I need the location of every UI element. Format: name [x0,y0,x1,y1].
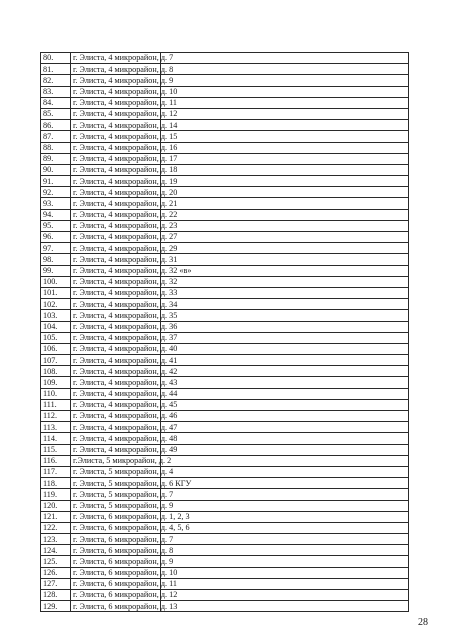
row-empty-cell [161,332,409,343]
row-empty-cell [161,187,409,198]
row-number: 115. [41,444,71,455]
row-empty-cell [161,433,409,444]
row-empty-cell [161,287,409,298]
row-empty-cell [161,64,409,75]
table-row [41,108,409,119]
row-address: г. Элиста, 4 микрорайон, д. 27 [71,232,161,243]
row-empty-cell [161,153,409,164]
row-number: 81. [41,64,71,75]
row-empty-cell [161,366,409,377]
row-address: г. Элиста, 5 микрорайон, д. 7 [71,489,161,500]
row-number: 86. [41,120,71,131]
row-number: 99. [41,265,71,276]
row-number: 129. [41,601,71,612]
table-row [41,198,409,209]
row-number: 85. [41,108,71,119]
row-empty-cell [161,511,409,522]
row-empty-cell [161,399,409,410]
row-empty-cell [161,220,409,231]
table-row [41,276,409,287]
row-empty-cell [161,466,409,477]
row-empty-cell [161,355,409,366]
row-address: г. Элиста, 4 микрорайон, д. 11 [71,97,161,108]
table-row [41,399,409,410]
row-empty-cell [161,478,409,489]
row-number: 101. [41,287,71,298]
row-address: г. Элиста, 6 микрорайон, д. 7 [71,534,161,545]
row-empty-cell [161,590,409,601]
row-number: 82. [41,75,71,86]
row-number: 91. [41,176,71,187]
row-address: г. Элиста, 4 микрорайон, д. 8 [71,64,161,75]
row-address: г. Элиста, 4 микрорайон, д. 21 [71,198,161,209]
table-row [41,187,409,198]
row-address: г. Элиста, 4 микрорайон, д. 48 [71,433,161,444]
row-address: г. Элиста, 4 микрорайон, д. 7 [71,53,161,64]
row-empty-cell [161,377,409,388]
row-address: г. Элиста, 4 микрорайон, д. 45 [71,399,161,410]
row-address: г. Элиста, 4 микрорайон, д. 40 [71,343,161,354]
row-empty-cell [161,500,409,511]
row-empty-cell [161,522,409,533]
table-row [41,321,409,332]
table-row [41,590,409,601]
row-number: 117. [41,466,71,477]
table-row [41,64,409,75]
table-row [41,522,409,533]
row-number: 90. [41,164,71,175]
row-number: 98. [41,254,71,265]
row-empty-cell [161,243,409,254]
row-address: г. Элиста, 4 микрорайон, д. 33 [71,287,161,298]
row-address: г. Элиста, 4 микрорайон, д. 36 [71,321,161,332]
row-empty-cell [161,321,409,332]
page-number: 28 [418,617,428,628]
table-row [41,131,409,142]
row-number: 126. [41,567,71,578]
row-empty-cell [161,198,409,209]
row-address: г. Элиста, 4 микрорайон, д. 31 [71,254,161,265]
table-row [41,366,409,377]
row-number: 128. [41,590,71,601]
row-address: г. Элиста, 6 микрорайон, д. 10 [71,567,161,578]
table-row [41,209,409,220]
row-number: 111. [41,399,71,410]
row-empty-cell [161,142,409,153]
row-number: 104. [41,321,71,332]
row-number: 121. [41,511,71,522]
table-row [41,511,409,522]
table-row [41,578,409,589]
table-row [41,164,409,175]
row-number: 114. [41,433,71,444]
row-number: 87. [41,131,71,142]
row-address: г. Элиста, 4 микрорайон, д. 49 [71,444,161,455]
row-address: г. Элиста, 5 микрорайон, д. 6 КГУ [71,478,161,489]
table-row [41,299,409,310]
table-row [41,455,409,466]
row-number: 113. [41,422,71,433]
table-row [41,310,409,321]
row-empty-cell [161,411,409,422]
table-row [41,355,409,366]
table-row [41,444,409,455]
row-address: г. Элиста, 4 микрорайон, д. 17 [71,153,161,164]
table-row [41,75,409,86]
table-row [41,265,409,276]
row-empty-cell [161,545,409,556]
table-row [41,97,409,108]
row-address: г. Элиста, 6 микрорайон, д. 13 [71,601,161,612]
table-row [41,153,409,164]
row-address: г. Элиста, 4 микрорайон, д. 14 [71,120,161,131]
table-row [41,411,409,422]
row-empty-cell [161,108,409,119]
row-number: 97. [41,243,71,254]
row-address: г. Элиста, 4 микрорайон, д. 10 [71,86,161,97]
row-address: г. Элиста, 4 микрорайон, д. 46 [71,411,161,422]
row-empty-cell [161,164,409,175]
row-number: 122. [41,522,71,533]
row-empty-cell [161,388,409,399]
row-empty-cell [161,578,409,589]
row-number: 83. [41,86,71,97]
row-number: 119. [41,489,71,500]
row-address: г. Элиста, 6 микрорайон, д. 1, 2, 3 [71,511,161,522]
row-number: 96. [41,232,71,243]
row-address: г. Элиста, 4 микрорайон, д. 18 [71,164,161,175]
row-number: 116. [41,455,71,466]
row-address: г. Элиста, 4 микрорайон, д. 34 [71,299,161,310]
row-empty-cell [161,310,409,321]
row-empty-cell [161,276,409,287]
row-number: 93. [41,198,71,209]
table-row [41,433,409,444]
table-row [41,478,409,489]
row-address: г. Элиста, 4 микрорайон, д. 42 [71,366,161,377]
table-row [41,534,409,545]
row-address: г. Элиста, 4 микрорайон, д. 44 [71,388,161,399]
row-number: 125. [41,556,71,567]
row-empty-cell [161,53,409,64]
row-address: г.Элиста, 5 микрорайон, д. 2 [71,455,161,466]
row-number: 80. [41,53,71,64]
row-empty-cell [161,176,409,187]
row-empty-cell [161,444,409,455]
row-number: 92. [41,187,71,198]
row-empty-cell [161,75,409,86]
table-row [41,567,409,578]
row-number: 88. [41,142,71,153]
table-row [41,232,409,243]
row-address: г. Элиста, 4 микрорайон, д. 15 [71,131,161,142]
row-empty-cell [161,254,409,265]
row-empty-cell [161,299,409,310]
row-empty-cell [161,131,409,142]
table-row [41,176,409,187]
row-number: 95. [41,220,71,231]
row-number: 105. [41,332,71,343]
row-number: 127. [41,578,71,589]
table-row [41,142,409,153]
address-table-body [41,53,409,612]
row-empty-cell [161,97,409,108]
row-address: г. Элиста, 4 микрорайон, д. 35 [71,310,161,321]
row-number: 103. [41,310,71,321]
table-row [41,343,409,354]
table-row [41,466,409,477]
row-address: г. Элиста, 4 микрорайон, д. 12 [71,108,161,119]
row-number: 108. [41,366,71,377]
row-address: г. Элиста, 4 микрорайон, д. 16 [71,142,161,153]
row-empty-cell [161,120,409,131]
table-row [41,243,409,254]
row-empty-cell [161,343,409,354]
row-address: г. Элиста, 6 микрорайон, д. 9 [71,556,161,567]
table-row [41,220,409,231]
row-address: г. Элиста, 4 микрорайон, д. 23 [71,220,161,231]
row-address: г. Элиста, 4 микрорайон, д. 20 [71,187,161,198]
row-number: 89. [41,153,71,164]
row-number: 106. [41,343,71,354]
table-row [41,601,409,612]
row-address: г. Элиста, 4 микрорайон, д. 9 [71,75,161,86]
address-table [40,52,409,612]
row-number: 123. [41,534,71,545]
table-row [41,489,409,500]
table-row [41,254,409,265]
table-row [41,332,409,343]
row-address: г. Элиста, 4 микрорайон, д. 22 [71,209,161,220]
row-address: г. Элиста, 4 микрорайон, д. 29 [71,243,161,254]
row-address: г. Элиста, 4 микрорайон, д. 19 [71,176,161,187]
row-empty-cell [161,232,409,243]
row-number: 100. [41,276,71,287]
row-number: 102. [41,299,71,310]
row-number: 109. [41,377,71,388]
row-empty-cell [161,556,409,567]
row-empty-cell [161,265,409,276]
row-address: г. Элиста, 4 микрорайон, д. 47 [71,422,161,433]
row-number: 120. [41,500,71,511]
row-address: г. Элиста, 4 микрорайон, д. 32 «в» [71,265,161,276]
row-empty-cell [161,601,409,612]
row-number: 118. [41,478,71,489]
table-row [41,422,409,433]
row-address: г. Элиста, 4 микрорайон, д. 43 [71,377,161,388]
table-row [41,53,409,64]
table-row [41,287,409,298]
row-number: 110. [41,388,71,399]
row-address: г. Элиста, 6 микрорайон, д. 12 [71,590,161,601]
table-row [41,86,409,97]
row-empty-cell [161,489,409,500]
row-address: г. Элиста, 4 микрорайон, д. 37 [71,332,161,343]
table-row [41,388,409,399]
row-empty-cell [161,567,409,578]
row-empty-cell [161,455,409,466]
table-row [41,500,409,511]
row-address: г. Элиста, 5 микрорайон, д. 9 [71,500,161,511]
table-row [41,545,409,556]
row-empty-cell [161,86,409,97]
row-address: г. Элиста, 4 микрорайон, д. 32 [71,276,161,287]
row-address: г. Элиста, 5 микрорайон, д. 4 [71,466,161,477]
row-empty-cell [161,422,409,433]
table-row [41,556,409,567]
table-row [41,377,409,388]
row-number: 107. [41,355,71,366]
row-number: 124. [41,545,71,556]
row-empty-cell [161,209,409,220]
table-row [41,120,409,131]
row-number: 112. [41,411,71,422]
row-number: 84. [41,97,71,108]
row-address: г. Элиста, 6 микрорайон, д. 11 [71,578,161,589]
row-number: 94. [41,209,71,220]
row-address: г. Элиста, 6 микрорайон, д. 8 [71,545,161,556]
row-empty-cell [161,534,409,545]
row-address: г. Элиста, 6 микрорайон, д. 4, 5, 6 [71,522,161,533]
row-address: г. Элиста, 4 микрорайон, д. 41 [71,355,161,366]
